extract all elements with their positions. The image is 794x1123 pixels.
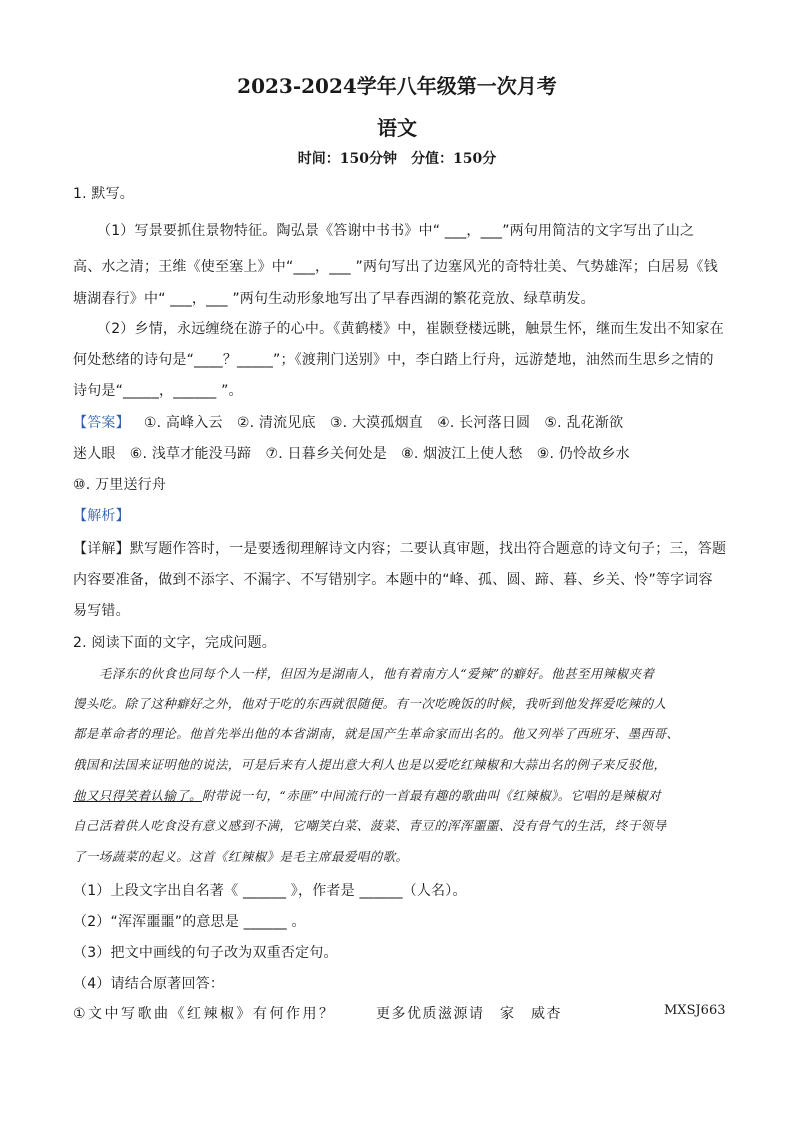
promo-text: 更多优质滋源请 家 威杏: [376, 1006, 562, 1022]
answer-text-1: ①. 高峰入云 ②. 清流见底 ③. 大漠孤烟直 ④. 长河落日圆 ⑤. 乱花渐欲: [143, 415, 624, 431]
passage-line6: 自己活着供人吃食没有意义感到不满，它嘲笑白菜、菠菜、青豆的浑浑噩噩、没有骨气的生活，终于领导: [73, 818, 667, 833]
q1-part2-line3: 诗句是“_____，______ ”。: [73, 383, 243, 399]
passage-line5-rest: 附带说一句，“赤匪”中间流行的一首最有趣的歌曲叫《红辣椒》。它唱的是辣椒对: [202, 788, 661, 803]
question-2-heading: 2. 阅读下面的文字，完成问题。: [73, 635, 277, 651]
detail-line1: [73, 538, 726, 558]
passage-line4: 俄国和法国来证明他的说法，可是后来有人提出意大利人也是以爱吃红辣椒和大蒜出名的例子来反驳他，: [73, 757, 667, 772]
q1-part1-line2: 高、水之清；王维《使至塞上》中“___，___ ”两句写出了边塞风光的奇特壮美、气势雄浑；白居易《钱: [73, 259, 718, 275]
passage-line3: 都是革命者的理论。他首先举出他的本省湖南，就是国产生革命家而出名的。他又列举了西班牙、墨西哥、: [73, 726, 680, 741]
q1-part1-line3: 塘湖春行》中“ ___，___ ”两句生动形象地写出了早春西湖的繁花竞放、绿草萌发。: [73, 291, 595, 307]
exam-title: 2023-2024学年八年级第一次月考: [237, 74, 557, 98]
question-1-heading: 1. 默写。: [73, 186, 135, 202]
q2-subquestion-1: （1）上段文字出自名著《 ______ 》，作者是 ______（人名）。: [73, 883, 467, 899]
q2-subquestion-2: （2）“浑浑噩噩”的意思是 ______ 。: [73, 914, 306, 930]
passage-line7: 了一场蔬菜的起义。这首《红辣椒》是毛主席最爱唱的歌。: [73, 849, 409, 864]
promo-code: MXSJ663: [664, 1003, 726, 1018]
answer-block-line1: [73, 412, 623, 432]
answer-tag: 【答案】: [73, 415, 130, 431]
q1-part2-line1: （2）乡情，永远缠绕在游子的心中。《黄鹤楼》中，崔颢登楼远眺，触景生怀，继而生发出不知家在: [97, 321, 724, 337]
passage-line2: 馒头吃。除了这种癖好之外，他对于吃的东西就很随便。有一次吃晚饭的时候，我听到他发挥爱吃辣的人: [73, 696, 667, 711]
exam-meta: 时间：150分钟 分值：150分: [297, 151, 497, 167]
detail-line3: 易写错。: [73, 603, 130, 619]
answer-line2: 迷人眼 ⑥. 浅草才能没马蹄 ⑦. 日暮乡关何处是 ⑧. 烟波江上使人愁 ⑨. 仍怜故乡水: [73, 446, 630, 462]
detail-line2: 内容要准备，做到不添字、不漏字、不写错别字。本题中的“峰、孤、圆、蹄、暮、乡关、怜”等字词容: [73, 572, 713, 588]
answer-line3: ⑩. 万里送行舟: [73, 477, 167, 493]
q2-subquestion-4-1: ①文中写歌曲《红辣椒》有何作用？: [73, 1006, 336, 1022]
subject-title: 语文: [377, 116, 417, 140]
detail-tag: 【详解】: [73, 541, 130, 557]
q1-part2-line2: 何处愁绪的诗句是“____？_____”；《渡荆门送别》中，李白踏上行舟，远游楚地，油然而生思乡之情的: [73, 352, 714, 368]
passage-line5: [73, 786, 661, 804]
underlined-sentence: 他又只得笑着认输了。: [73, 788, 203, 803]
q1-part1-line1: （1）写景要抓住景物特征。陶弘景《答谢中书书》中“ ___，___”两句用简洁的文字写出了山之: [97, 223, 695, 239]
detail-text-1: 默写题作答时，一是要透彻理解诗文内容；二要认真审题，找出符合题意的诗文句子；三，答题: [129, 541, 727, 557]
analysis-tag: 【解析】: [73, 508, 130, 524]
passage-line1: 毛泽东的伙食也同每个人一样，但因为是湖南人，他有着南方人“爱辣”的癖好。他甚至用辣椒夹着: [99, 666, 655, 681]
q2-subquestion-3: （3）把文中画线的句子改为双重否定句。: [73, 945, 338, 961]
q2-subquestion-4: （4）请结合原著回答：: [73, 976, 225, 992]
